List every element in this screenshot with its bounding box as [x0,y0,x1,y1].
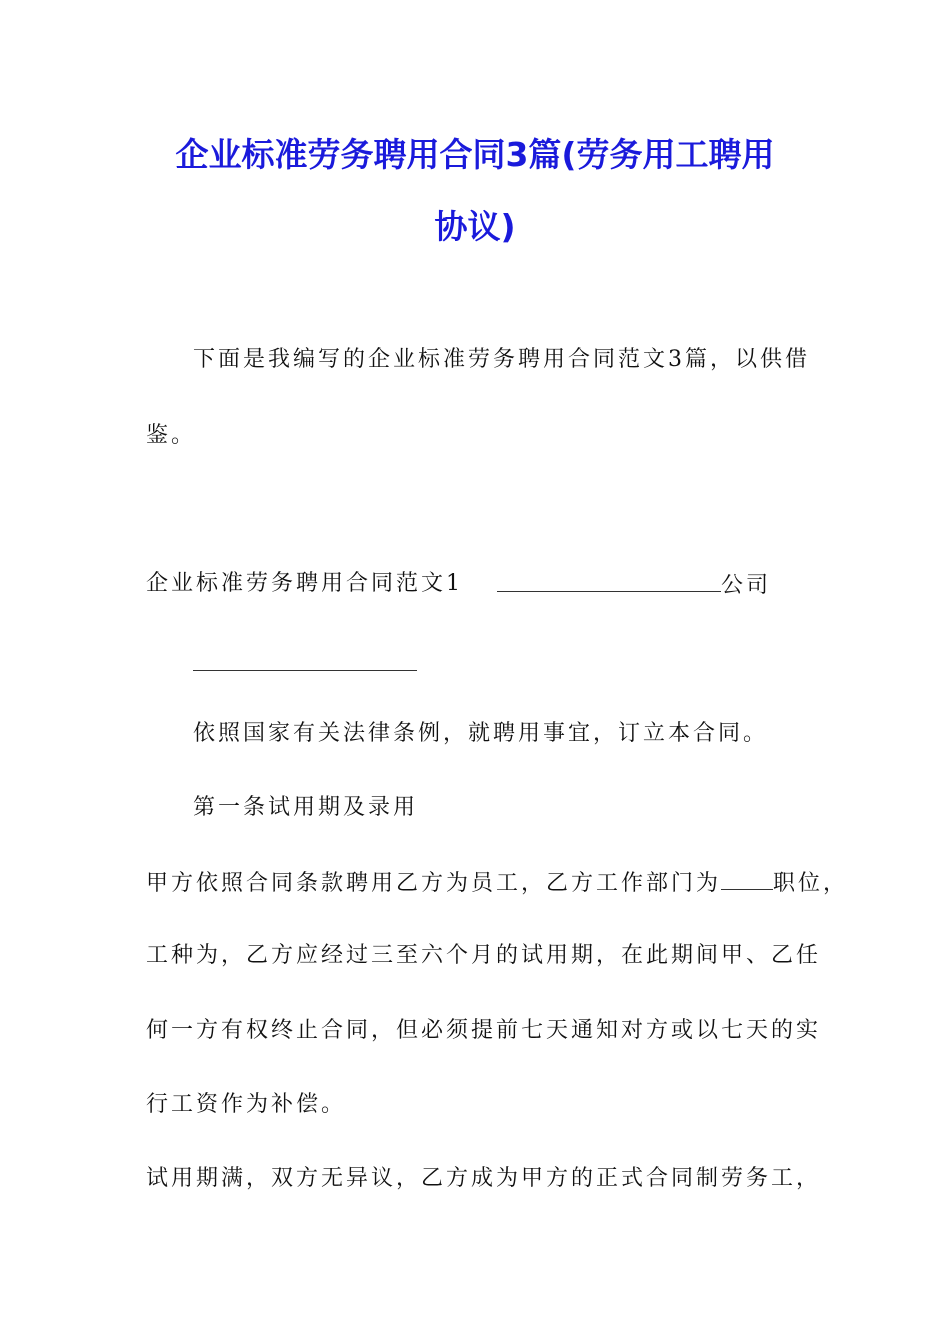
party-name-blank [193,652,417,671]
sample-heading: 企业标准劳务聘用合同范文1 [146,571,463,596]
article-1-paragraph-line-3: 何一方有权终止合同，但必须提前七天通知对方或以七天的实 [146,1018,822,1043]
article-1-paragraph-line-4: 行工资作为补偿。 [146,1092,347,1117]
article-1-text-b: 职位， [773,871,849,896]
company-suffix: 公司 [721,573,772,598]
article-1-paragraph-2-line-1: 试用期满，双方无异议，乙方成为甲方的正式合同制劳务工， [146,1166,822,1191]
article-1-heading: 第一条试用期及录用 [193,795,419,820]
intro-paragraph-line-2: 鉴。 [146,423,197,448]
department-blank [721,871,773,890]
intro-paragraph-line-1: 下面是我编写的企业标准劳务聘用合同范文3篇，以供借 [193,347,810,372]
article-1-paragraph-line-1 [146,871,848,895]
article-1-text-a: 甲方依照合同条款聘用乙方为员工，乙方工作部门为 [146,871,722,896]
party-name-field [193,652,417,676]
document-title-line-1: 企业标准劳务聘用合同3篇(劳务用工聘用 [175,135,775,174]
company-name-blank [497,573,721,592]
preamble-paragraph: 依照国家有关法律条例，就聘用事宜，订立本合同。 [193,721,769,746]
document-title-line-2: 协议) [434,207,516,246]
company-name-field [497,573,771,597]
article-1-paragraph-line-2: 工种为，乙方应经过三至六个月的试用期，在此期间甲、乙任 [146,943,822,968]
